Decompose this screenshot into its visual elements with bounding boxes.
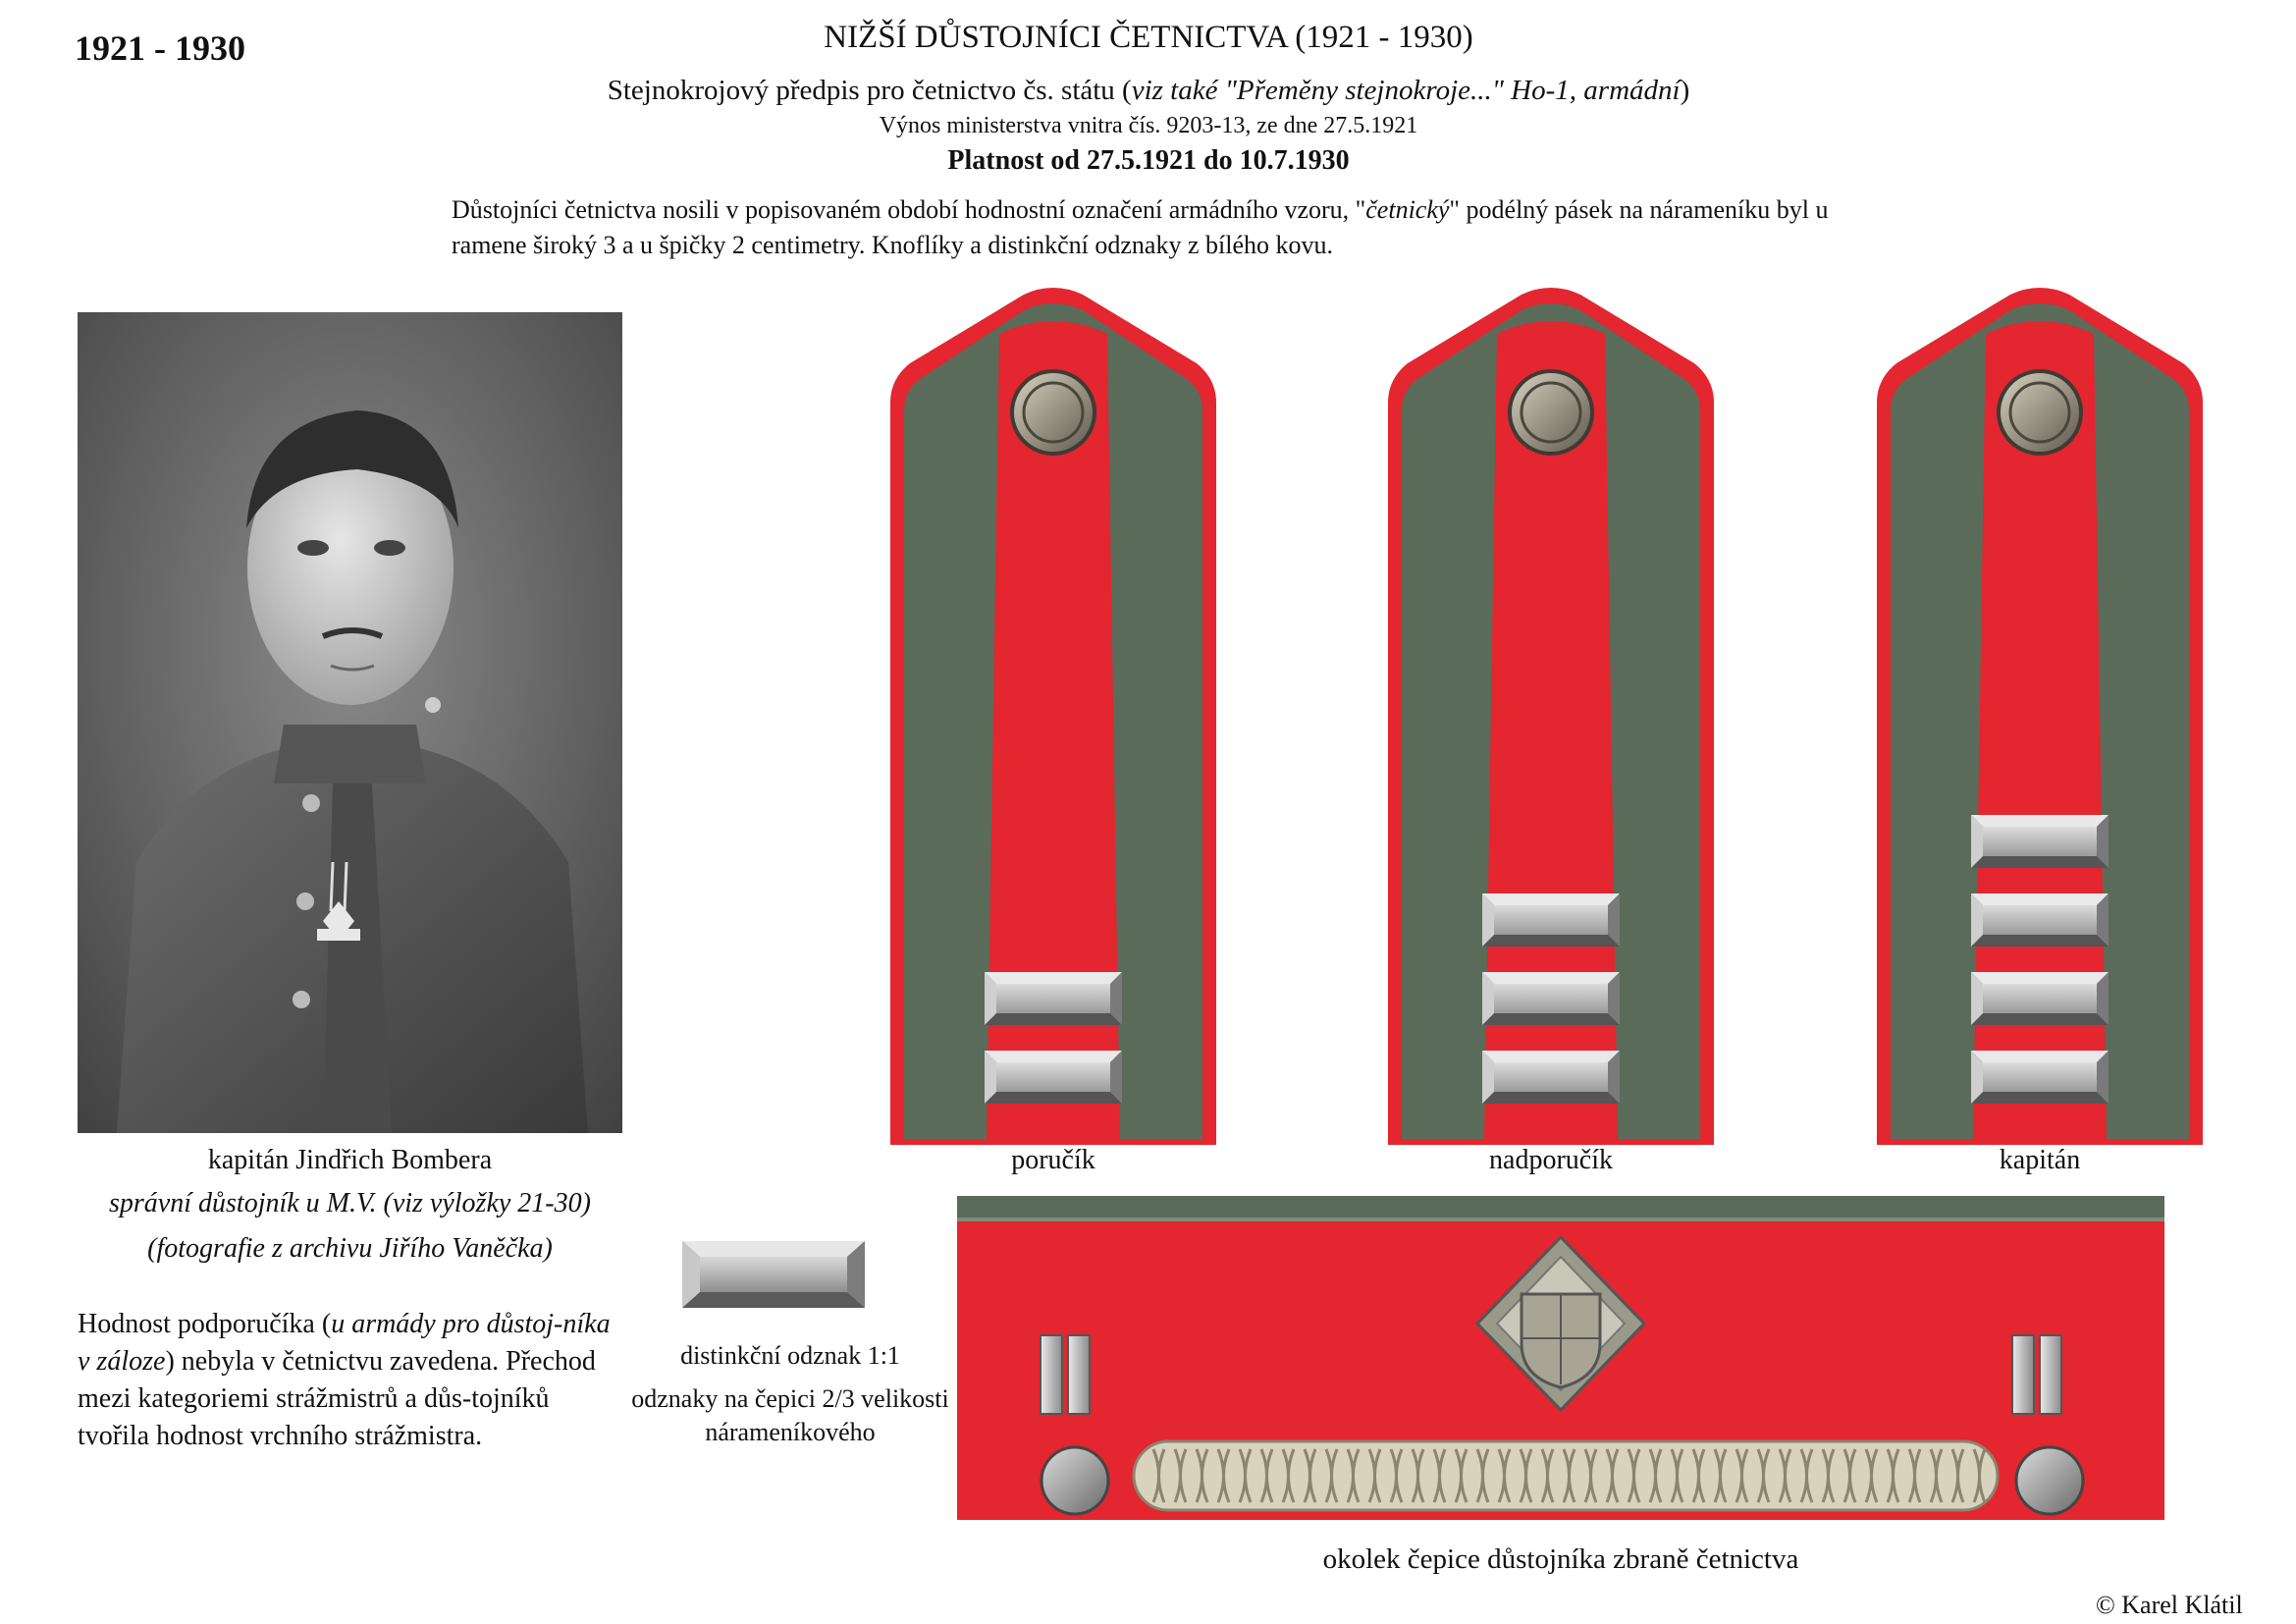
photo-source: (fotografie z archivu Jiřího Vaněčka): [147, 1233, 553, 1264]
subtitle-text: Stejnokrojový předpis pro četnictvo čs. státu (: [607, 75, 1132, 106]
year-range: 1921 - 1930: [75, 28, 245, 68]
copyright: [2096, 1591, 2243, 1620]
copyright-symbol: ©: [2096, 1591, 2115, 1619]
cap-band: [957, 1196, 2164, 1520]
rank-note-p2: ) nebyla v četnictvu zavedena. Přechod mezi kategoriemi strážmistrů a důs-tojníků tvořila hodnost vrchního strážmistra.: [78, 1346, 596, 1451]
intro-paragraph: [452, 192, 1904, 263]
rank-badge: [1971, 893, 2109, 947]
validity-line: Platnost od 27.5.1921 do 10.7.1930: [947, 145, 1350, 176]
subtitle: [412, 75, 1885, 107]
cap-band-caption: okolek čepice důstojníka zbraně četnictva: [1322, 1543, 1799, 1575]
rank-note: [78, 1306, 627, 1455]
rank-label: nadporučík: [1489, 1145, 1613, 1175]
badge-caption-cap: odznaky na čepici 2/3 velikosti nárameníkového: [631, 1384, 949, 1446]
distinction-badge-sample: [680, 1239, 867, 1310]
shoulder-board-1: [886, 285, 1220, 1149]
photo-role: správní důstojník u M.V. (viz výložky 21-30): [109, 1188, 591, 1218]
rank-badge: [985, 1051, 1122, 1104]
page-title: NIŽŠÍ DŮSTOJNÍCI ČETNICTVA (1921 - 1930): [824, 20, 1473, 55]
rank-badge: [1971, 972, 2109, 1025]
rank-badge: [1971, 815, 2109, 868]
rank-label: poručík: [1011, 1145, 1095, 1175]
intro-italic: četnický: [1365, 195, 1450, 224]
badge-caption-scale: distinkční odznak 1:1: [680, 1341, 900, 1370]
photo-name: kapitán Jindřich Bombera: [207, 1145, 493, 1175]
rank-badge: [1482, 972, 1620, 1025]
rank-note-italic: u armády pro důstoj-níka v záloze: [78, 1309, 611, 1377]
shoulder-board-3: [1873, 285, 2207, 1149]
intro-part1: Důstojníci četnictva nosili v popisovaném období hodnostní označení armádního vzoru, ": [452, 195, 1366, 224]
decree-line: Výnos ministerstva vnitra čís. 9203-13, ze dne 27.5.1921: [879, 113, 1418, 138]
subtitle-close: ): [1680, 75, 1690, 106]
shoulder-board-2: [1384, 285, 1718, 1149]
rank-label: kapitán: [1999, 1145, 2081, 1175]
copyright-author: Karel Klátil: [2121, 1591, 2243, 1619]
portrait-photo: [78, 312, 622, 1133]
rank-badge: [1971, 1051, 2109, 1104]
rank-badge: [985, 972, 1122, 1025]
intro-part2: " podélný pásek na nárameníku byl u ramene široký 3 a u špičky 2 centimetry. Knoflíky a distinkční odznaky z bílého kovu.: [452, 195, 1829, 259]
subtitle-italic: viz také "Přeměny stejnokroje..." Ho-1, armádní: [1131, 75, 1681, 106]
rank-badge: [1482, 893, 1620, 947]
rank-note-p1: Hodnost podporučíka (: [78, 1309, 332, 1339]
rank-badge: [1482, 1051, 1620, 1104]
